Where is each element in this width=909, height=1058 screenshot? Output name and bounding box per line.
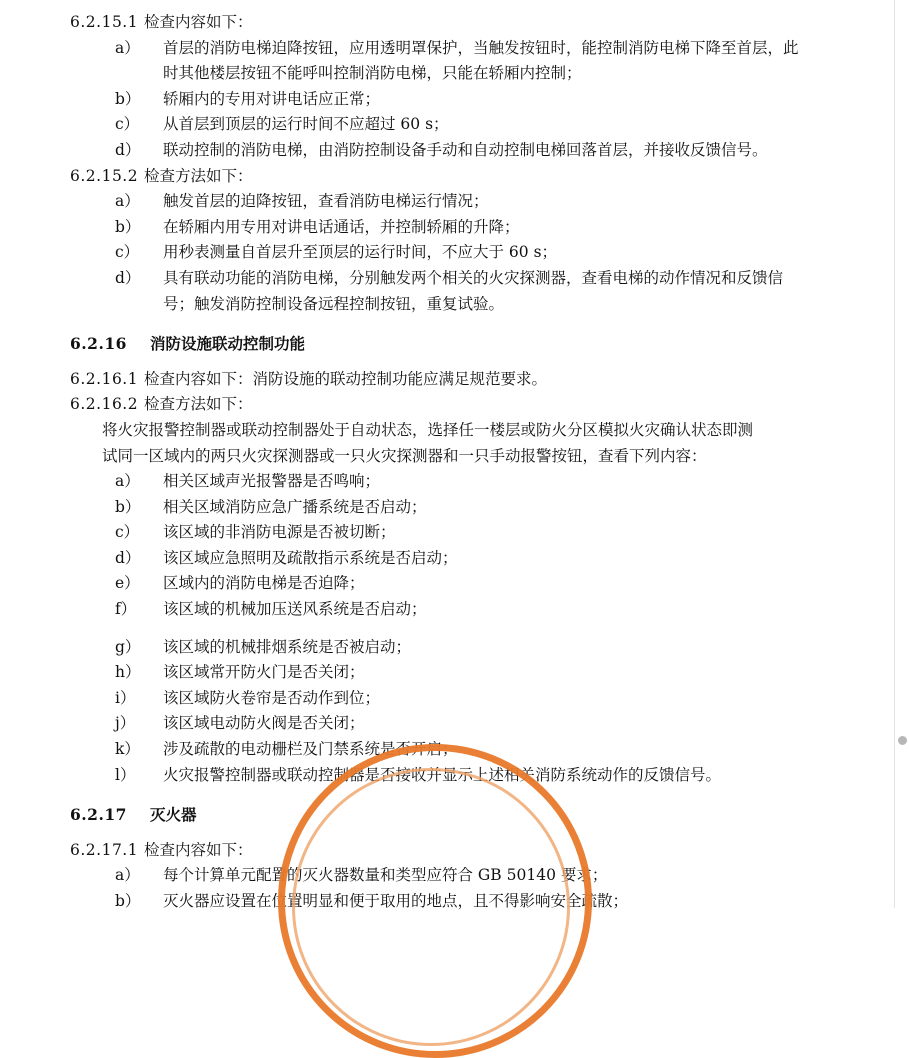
- document-body: [30, 10, 875, 915]
- list-item-body: [163, 635, 875, 661]
- list-item-line: 用秒表测量自首层升至顶层的运行时间，不应大于 60 s；: [163, 243, 558, 262]
- list-item-body: [163, 138, 875, 164]
- list-item-line: 火灾报警控制器或联动控制器是否接收并显示上述相关消防系统动作的反馈信号。: [163, 765, 722, 784]
- list-item: [30, 863, 875, 889]
- list-item-body: [163, 546, 875, 572]
- list-item-line: 相关区域声光报警器是否鸣响；: [163, 472, 381, 491]
- clause-number: 6.2.16.1: [70, 369, 139, 388]
- list-item-label: c）: [115, 115, 140, 134]
- list-item-line: 区域内的消防电梯是否迫降；: [163, 574, 365, 593]
- list-item-label: i）: [115, 688, 136, 707]
- clause-number: 6.2.15.1: [70, 13, 139, 31]
- list-item: [30, 138, 875, 164]
- section-number: 6.2.17: [70, 805, 127, 825]
- paragraph: [30, 418, 875, 444]
- list-item-line: 该区域的机械加压送风系统是否启动；: [163, 600, 427, 619]
- list-item: [30, 686, 875, 712]
- list-item-line: 每个计算单元配置的灭火器数量和类型应符合 GB 50140 要求；: [163, 866, 608, 885]
- list-item: [30, 469, 875, 495]
- list-item-label: c）: [115, 243, 140, 262]
- list-item-line: 轿厢内的专用对讲电话应正常；: [163, 89, 381, 108]
- vertical-scroll-thumb[interactable]: [898, 736, 907, 745]
- list-item: [30, 240, 875, 266]
- list-item-label: b）: [115, 217, 141, 236]
- list-item-body: [163, 266, 875, 292]
- list-item-line: 具有联动功能的消防电梯，分别触发两个相关的火灾探测器，查看电梯的动作情况和反馈信: [163, 268, 784, 287]
- list-item-body: [163, 686, 875, 712]
- list-item-body: [163, 597, 875, 623]
- list-item-line: 该区域常开防火门是否关闭；: [163, 663, 365, 682]
- list-item-label: d）: [115, 548, 141, 567]
- list-item-line: 该区域的机械排烟系统是否被启动；: [163, 637, 412, 656]
- list-item-label: b）: [115, 892, 141, 910]
- section-heading: [30, 802, 875, 828]
- list-item-body: [163, 863, 875, 889]
- list-item-label: d）: [115, 268, 141, 287]
- list-item-line: 时其他楼层按钮不能呼叫控制消防电梯，只能在轿厢内控制；: [163, 64, 582, 83]
- paragraph-line: 试同一区域内的两只火灾探测器或一只火灾探测器和一只手动报警按钮，查看下列内容：: [102, 446, 707, 465]
- list-item-label: g）: [115, 637, 141, 656]
- list-item-label: a）: [115, 38, 140, 57]
- vertical-scrollbar[interactable]: [894, 0, 909, 908]
- list-item: [30, 763, 875, 789]
- clause-number: 6.2.17.1: [70, 840, 139, 859]
- list-item-line: 涉及疏散的电动栅栏及门禁系统是否开启；: [163, 740, 458, 759]
- list-item: [30, 889, 875, 915]
- clause-number: 6.2.15.2: [70, 166, 139, 185]
- paragraph-line: 将火灾报警控制器或联动控制器处于自动状态，选择任一楼层或防火分区模拟火灾确认状态即测: [102, 420, 754, 439]
- list-item-continuation: [30, 292, 875, 318]
- list-item-body: [163, 87, 875, 113]
- list-item: [30, 495, 875, 521]
- list-item-body: [163, 660, 875, 686]
- list-item: [30, 737, 875, 763]
- list-item-label: b）: [115, 497, 141, 516]
- list-item-continuation: [30, 61, 875, 87]
- clause-text: 检查内容如下：: [144, 13, 253, 31]
- list-item: [30, 546, 875, 572]
- list-item-label: l）: [115, 765, 136, 784]
- list-item-line: 灭火器应设置在位置明显和便于取用的地点，且不得影响安全疏散；: [163, 892, 629, 910]
- clause-heading: [30, 10, 875, 36]
- list-item: [30, 266, 875, 292]
- list-item: [30, 571, 875, 597]
- list-item: [30, 520, 875, 546]
- list-item-body: [163, 711, 875, 737]
- clause-text: 检查方法如下：: [144, 166, 253, 185]
- list-item-label: h）: [115, 663, 141, 682]
- list-item: [30, 189, 875, 215]
- section-title: 消防设施联动控制功能: [150, 334, 306, 354]
- list-item-line: 该区域的非消防电源是否被切断；: [163, 523, 396, 542]
- list-item-line: 从首层到顶层的运行时间不应超过 60 s；: [163, 115, 449, 134]
- list-item: [30, 87, 875, 113]
- clause-text: 检查内容如下：: [144, 840, 253, 859]
- list-item: [30, 597, 875, 623]
- list-item: [30, 112, 875, 138]
- clause-heading: [30, 164, 875, 190]
- list-item: [30, 660, 875, 686]
- list-item-body: [163, 469, 875, 495]
- list-item-line: 该区域防火卷帘是否动作到位；: [163, 688, 381, 707]
- clause-number: 6.2.16.2: [70, 395, 139, 414]
- list-item-label: a）: [115, 472, 140, 491]
- clause-heading: [30, 367, 875, 393]
- list-item-body: [163, 571, 875, 597]
- list-item-label: f）: [115, 600, 137, 619]
- list-item: [30, 711, 875, 737]
- paragraph: [30, 444, 875, 470]
- list-item: [30, 36, 875, 62]
- list-item-line: 触发首层的迫降按钮，查看消防电梯运行情况；: [163, 192, 489, 211]
- list-item-label: d）: [115, 140, 141, 159]
- list-item-body: [163, 889, 875, 915]
- list-item-label: a）: [115, 192, 140, 211]
- list-item-body: [163, 112, 875, 138]
- list-item-line: 联动控制的消防电梯，由消防控制设备手动和自动控制电梯回落首层，并接收反馈信号。: [163, 140, 768, 159]
- list-item-line: 号；触发消防控制设备远程控制按钮，重复试验。: [163, 294, 505, 313]
- list-item-label: b）: [115, 89, 141, 108]
- list-item-line: 首层的消防电梯迫降按钮，应用透明罩保护，当触发按钮时，能控制消防电梯下降至首层，此: [163, 38, 799, 57]
- clause-text: 检查内容如下：消防设施的联动控制功能应满足规范要求。: [144, 369, 548, 388]
- list-item-line: 该区域应急照明及疏散指示系统是否启动；: [163, 548, 458, 567]
- list-item-body: [163, 189, 875, 215]
- list-item-label: j）: [115, 714, 136, 733]
- list-item-label: k）: [115, 740, 140, 759]
- clause-heading: [30, 392, 875, 418]
- list-item-line: 该区域电动防火阀是否关闭；: [163, 714, 365, 733]
- list-item-line: 相关区域消防应急广播系统是否启动；: [163, 497, 427, 516]
- clause-heading: [30, 838, 875, 864]
- list-item: [30, 635, 875, 661]
- list-item-body: [163, 215, 875, 241]
- section-heading: [30, 331, 875, 357]
- list-item-body: [163, 240, 875, 266]
- clause-text: 检查方法如下：: [144, 395, 253, 414]
- list-item-label: c）: [115, 523, 140, 542]
- section-number: 6.2.16: [70, 334, 127, 354]
- list-item-body: [163, 36, 875, 62]
- list-item-body: [163, 763, 875, 789]
- section-title: 灭火器: [150, 805, 197, 825]
- list-item-label: a）: [115, 866, 140, 885]
- list-item: [30, 215, 875, 241]
- list-item-body: [163, 495, 875, 521]
- list-item-label: e）: [115, 574, 140, 593]
- list-item-body: [163, 737, 875, 763]
- list-item-body: [163, 520, 875, 546]
- list-item-line: 在轿厢内用专用对讲电话通话，并控制轿厢的升降；: [163, 217, 520, 236]
